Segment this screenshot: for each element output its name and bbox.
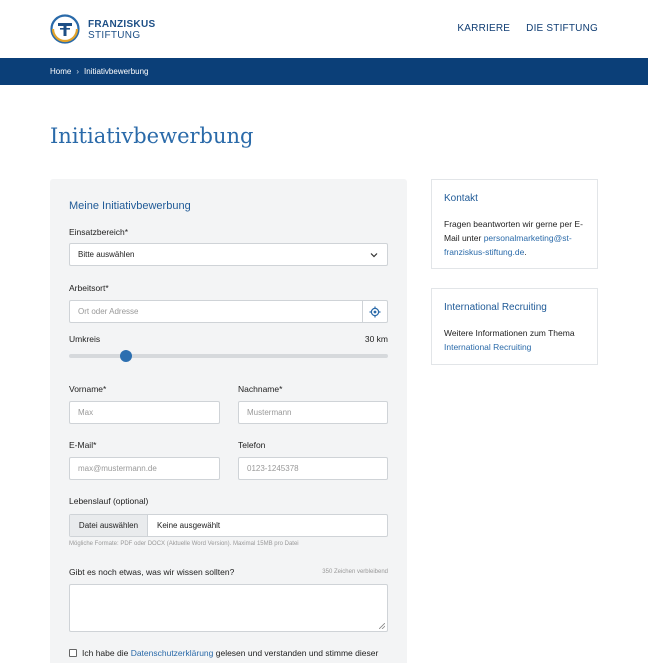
email-label: E-Mail* <box>69 440 97 450</box>
main-nav <box>457 23 598 34</box>
umkreis-value: 30 km <box>364 334 388 344</box>
consent-checkbox[interactable] <box>69 649 77 657</box>
nachname-placeholder: Mustermann <box>247 408 292 417</box>
locate-button[interactable] <box>362 301 387 322</box>
arbeitsort-label: Arbeitsort* <box>69 283 109 293</box>
umkreis-slider-track[interactable] <box>69 354 388 358</box>
telefon-input[interactable] <box>238 457 388 480</box>
application-form <box>50 179 407 663</box>
recruiting-link[interactable]: International Recruiting <box>444 342 532 352</box>
nav-karriere[interactable]: KARRIERE <box>457 23 511 34</box>
recruiting-title: International Recruiting <box>444 302 547 313</box>
brand-name[interactable] <box>88 19 155 41</box>
resize-handle-icon[interactable] <box>379 623 385 629</box>
file-status: Keine ausgewählt <box>157 521 221 530</box>
arbeitsort-placeholder: Ort oder Adresse <box>78 307 139 316</box>
consent-suffix: gelesen und verstanden und stimme dieser <box>213 648 379 658</box>
einsatzbereich-select[interactable] <box>69 243 388 266</box>
arbeitsort-input[interactable] <box>69 300 388 323</box>
contact-title: Kontakt <box>444 193 478 204</box>
breadcrumb-bar <box>0 58 648 85</box>
nav-die-stiftung[interactable]: DIE STIFTUNG <box>526 23 598 34</box>
file-format-hint: Mögliche Formate: PDF oder DOCX (Aktuelle Word Version). Maximal 15MB pro Datei <box>69 541 299 547</box>
file-choose-button[interactable]: Datei auswählen <box>70 515 148 536</box>
brand-line-2: STIFTUNG <box>88 30 141 41</box>
message-textarea[interactable] <box>69 584 388 632</box>
telefon-label: Telefon <box>238 440 266 450</box>
umkreis-label: Umkreis <box>69 334 101 344</box>
consent-prefix: Ich habe die <box>82 648 131 658</box>
breadcrumb <box>50 67 149 76</box>
nachname-input[interactable] <box>238 401 388 424</box>
breadcrumb-separator: › <box>76 67 80 76</box>
chevron-down-icon <box>369 250 379 260</box>
telefon-placeholder: 0123-1245378 <box>247 464 299 473</box>
vorname-input[interactable] <box>69 401 220 424</box>
umkreis-slider-handle[interactable] <box>120 350 132 362</box>
recruiting-text <box>444 326 592 354</box>
vorname-placeholder: Max <box>78 408 94 417</box>
contact-box <box>431 179 598 269</box>
recruiting-text-prefix: Weitere Informationen zum Thema <box>444 328 575 338</box>
consent-row <box>69 648 378 658</box>
lebenslauf-file-input[interactable] <box>69 514 388 537</box>
contact-text-suffix: . <box>524 247 527 257</box>
franziskus-logo-icon[interactable] <box>50 14 80 44</box>
brand-line-1: FRANZISKUS <box>88 19 156 30</box>
email-placeholder: max@mustermann.de <box>78 464 157 473</box>
site-header <box>0 0 648 58</box>
nachname-label: Nachname* <box>238 384 283 394</box>
lebenslauf-label: Lebenslauf (optional) <box>69 496 149 506</box>
contact-email-link[interactable]: personalmarketing@st-franziskus-stiftung.de <box>444 233 572 257</box>
breadcrumb-home[interactable]: Home <box>50 67 72 76</box>
vorname-label: Vorname* <box>69 384 107 394</box>
page-title: Initiativbewerbung <box>50 124 254 148</box>
email-input[interactable] <box>69 457 220 480</box>
location-target-icon <box>369 306 381 318</box>
einsatzbereich-value: Bitte auswählen <box>78 250 135 259</box>
message-label: Gibt es noch etwas, was wir wissen sollten? <box>69 567 235 577</box>
consent-text <box>82 648 378 658</box>
privacy-link[interactable]: Datenschutzerklärung <box>130 648 214 658</box>
recruiting-box <box>431 288 598 365</box>
breadcrumb-current: Initiativbewerbung <box>84 67 149 76</box>
contact-text <box>444 217 592 259</box>
einsatzbereich-label: Einsatzbereich* <box>69 227 129 237</box>
char-counter: 350 Zeichen verbleibend <box>322 569 388 575</box>
form-title: Meine Initiativbewerbung <box>69 200 191 212</box>
contact-text-prefix: Fragen beantworten wir gerne per E-Mail unter <box>444 219 583 243</box>
